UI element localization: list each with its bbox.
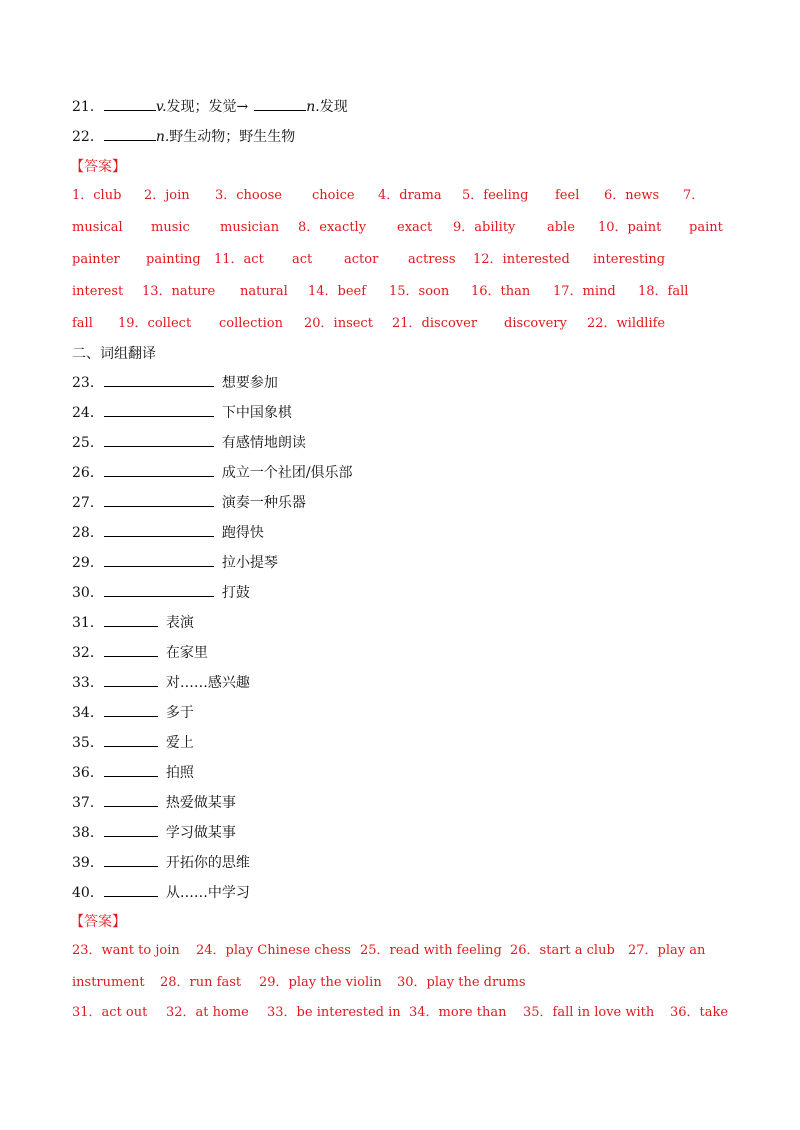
item-number: 31． bbox=[72, 615, 104, 631]
answer-item: painter bbox=[72, 252, 120, 267]
answer-item: interesting bbox=[593, 252, 666, 267]
item-number: 36． bbox=[72, 765, 104, 781]
phrase-item-32 bbox=[72, 643, 208, 663]
answer-item: 9．ability bbox=[453, 220, 516, 235]
answer-item: 33．be interested in bbox=[267, 1005, 401, 1020]
answer-item: 36．take bbox=[670, 1005, 729, 1020]
phrase-item-36 bbox=[72, 763, 194, 783]
phrase-item-29 bbox=[72, 553, 278, 573]
answer-item: 5．feeling bbox=[462, 188, 529, 203]
answer-item: 19．collect bbox=[118, 316, 192, 331]
answer-item: actress bbox=[408, 252, 456, 267]
answer-blank[interactable] bbox=[104, 794, 158, 807]
phrase-item-23 bbox=[72, 373, 278, 393]
answer-item: 26．start a club bbox=[510, 943, 615, 958]
phrase-text: 演奏一种乐器 bbox=[221, 495, 306, 511]
answer-item: 13．nature bbox=[142, 284, 216, 299]
phrase-text: 爱上 bbox=[165, 735, 194, 751]
vocab-item-22 bbox=[72, 127, 295, 147]
item-number: 27． bbox=[72, 495, 104, 511]
answer-item: 18．fall bbox=[638, 284, 689, 299]
answer-item: musical bbox=[72, 220, 123, 235]
answer-item: 23．want to join bbox=[72, 943, 180, 958]
answer-blank[interactable] bbox=[104, 464, 214, 477]
answer-item: 21．discover bbox=[392, 316, 478, 331]
phrase-text: 有感情地朗读 bbox=[221, 435, 306, 451]
definition: 野生动物；野生生物 bbox=[169, 129, 296, 145]
answer-item: 14．beef bbox=[308, 284, 367, 299]
phrase-text: 跑得快 bbox=[221, 525, 264, 541]
item-number: 34． bbox=[72, 705, 104, 721]
phrase-text: 拉小提琴 bbox=[221, 555, 278, 571]
phrase-text: 从……中学习 bbox=[165, 885, 250, 901]
answer-blank[interactable] bbox=[104, 854, 158, 867]
answer-item: painting bbox=[146, 252, 201, 267]
phrase-text: 学习做某事 bbox=[165, 825, 236, 841]
answer-item: feel bbox=[555, 188, 580, 203]
answer-blank[interactable] bbox=[104, 734, 158, 747]
answer-item: 28．run fast bbox=[160, 975, 242, 990]
answer-row bbox=[72, 314, 728, 334]
part-of-speech: n. bbox=[155, 129, 170, 145]
answer-item: collection bbox=[219, 316, 283, 331]
answer-blank[interactable] bbox=[104, 674, 158, 687]
answer-header: 【答案】 bbox=[70, 159, 126, 175]
part-of-speech: n. bbox=[306, 99, 320, 115]
answer-blank[interactable] bbox=[254, 98, 306, 111]
answer-item: musician bbox=[220, 220, 280, 235]
item-number: 39． bbox=[72, 855, 104, 871]
answer-row bbox=[72, 250, 728, 270]
answer-item: 16．than bbox=[471, 284, 531, 299]
answer-item: able bbox=[547, 220, 575, 235]
part-of-speech: v. bbox=[155, 99, 167, 115]
phrase-text: 下中国象棋 bbox=[221, 405, 292, 421]
item-number: 32． bbox=[72, 645, 104, 661]
answer-row bbox=[72, 282, 728, 302]
answer-blank[interactable] bbox=[104, 644, 158, 657]
answer-item: music bbox=[151, 220, 190, 235]
answer-blank[interactable] bbox=[104, 494, 214, 507]
phrase-item-38 bbox=[72, 823, 236, 843]
item-number: 30． bbox=[72, 585, 104, 601]
answer-item: actor bbox=[344, 252, 379, 267]
answer-item: 24．play Chinese chess bbox=[196, 943, 351, 958]
answer-header: 【答案】 bbox=[70, 914, 126, 930]
answer-blank[interactable] bbox=[104, 584, 214, 597]
item-number: 35． bbox=[72, 735, 104, 751]
answer-item: exact bbox=[397, 220, 433, 235]
answer-item: 31．act out bbox=[72, 1005, 148, 1020]
item-number: 33． bbox=[72, 675, 104, 691]
answer-item: natural bbox=[240, 284, 288, 299]
item-number: 29． bbox=[72, 555, 104, 571]
answer-item: 35．fall in love with bbox=[523, 1005, 655, 1020]
answer-blank[interactable] bbox=[104, 824, 158, 837]
answer-blank[interactable] bbox=[104, 434, 214, 447]
answer-blank[interactable] bbox=[104, 404, 214, 417]
phrase-item-31 bbox=[72, 613, 194, 633]
answer-item: choice bbox=[312, 188, 355, 203]
answer-item: 6．news bbox=[604, 188, 660, 203]
phrase-item-40 bbox=[72, 883, 250, 903]
phrase-item-34 bbox=[72, 703, 194, 723]
phrase-text: 拍照 bbox=[165, 765, 194, 781]
answer-blank[interactable] bbox=[104, 884, 158, 897]
answer-item: 10．paint bbox=[598, 220, 662, 235]
item-number: 40． bbox=[72, 885, 104, 901]
answer-blank[interactable] bbox=[104, 764, 158, 777]
phrase-item-24 bbox=[72, 403, 292, 423]
item-number: 38． bbox=[72, 825, 104, 841]
answer-item: paint bbox=[689, 220, 723, 235]
answer-item: 32．at home bbox=[166, 1005, 249, 1020]
answer-blank[interactable] bbox=[104, 524, 214, 537]
answer-row bbox=[72, 941, 728, 961]
phrase-item-37 bbox=[72, 793, 236, 813]
phrase-text: 热爱做某事 bbox=[165, 795, 236, 811]
answer-item: 20．insect bbox=[304, 316, 373, 331]
answer-item: discovery bbox=[504, 316, 567, 331]
answer-item: 7． bbox=[683, 188, 705, 203]
answer-item: fall bbox=[72, 316, 93, 331]
phrase-text: 多于 bbox=[165, 705, 194, 721]
item-number: 24． bbox=[72, 405, 104, 421]
answer-item: 17．mind bbox=[553, 284, 616, 299]
phrase-text: 打鼓 bbox=[221, 585, 250, 601]
answer-blank[interactable] bbox=[104, 374, 214, 387]
answer-item: instrument bbox=[72, 975, 145, 990]
item-number: 21． bbox=[72, 99, 104, 115]
answer-item: 4．drama bbox=[378, 188, 442, 203]
phrase-item-26 bbox=[72, 463, 353, 483]
item-number: 26． bbox=[72, 465, 104, 481]
answer-item: 8．exactly bbox=[298, 220, 367, 235]
section-title: 二、词组翻译 bbox=[72, 346, 156, 362]
phrase-item-33 bbox=[72, 673, 250, 693]
answer-item: 25．read with feeling bbox=[360, 943, 502, 958]
answer-item: 1．club bbox=[72, 188, 122, 203]
answer-item: 2．join bbox=[144, 188, 190, 203]
phrase-text: 成立一个社团/俱乐部 bbox=[221, 465, 353, 481]
answer-row bbox=[72, 186, 728, 206]
answer-item: 22．wildlife bbox=[587, 316, 666, 331]
phrase-text: 在家里 bbox=[165, 645, 208, 661]
answer-blank[interactable] bbox=[104, 128, 156, 141]
answer-blank[interactable] bbox=[104, 98, 156, 111]
arrow-icon: → bbox=[236, 99, 249, 115]
answer-item: 27．play an bbox=[628, 943, 706, 958]
answer-row bbox=[72, 1003, 728, 1023]
definition: 发现；发觉 bbox=[166, 99, 237, 115]
vocab-item-21 bbox=[72, 97, 348, 117]
answer-item: interest bbox=[72, 284, 124, 299]
item-number: 28． bbox=[72, 525, 104, 541]
answer-item: act bbox=[292, 252, 313, 267]
answer-item: 15．soon bbox=[389, 284, 450, 299]
phrase-item-39 bbox=[72, 853, 250, 873]
phrase-text: 对……感兴趣 bbox=[165, 675, 250, 691]
answer-item: 30．play the drums bbox=[397, 975, 526, 990]
answer-blank[interactable] bbox=[104, 614, 158, 627]
item-number: 22． bbox=[72, 129, 104, 145]
answer-item: 3．choose bbox=[215, 188, 282, 203]
item-number: 23． bbox=[72, 375, 104, 391]
answer-blank[interactable] bbox=[104, 554, 214, 567]
phrase-item-28 bbox=[72, 523, 264, 543]
phrase-text: 想要参加 bbox=[221, 375, 278, 391]
answer-item: 29．play the violin bbox=[259, 975, 382, 990]
answer-item: 11．act bbox=[214, 252, 264, 267]
phrase-text: 表演 bbox=[165, 615, 194, 631]
answer-item: 34．more than bbox=[409, 1005, 507, 1020]
item-number: 25． bbox=[72, 435, 104, 451]
answer-row bbox=[72, 218, 728, 238]
phrase-text: 开拓你的思维 bbox=[165, 855, 250, 871]
phrase-item-27 bbox=[72, 493, 306, 513]
definition: 发现 bbox=[319, 99, 348, 115]
phrase-item-25 bbox=[72, 433, 306, 453]
item-number: 37． bbox=[72, 795, 104, 811]
answer-blank[interactable] bbox=[104, 704, 158, 717]
answer-row bbox=[72, 973, 728, 993]
phrase-item-30 bbox=[72, 583, 250, 603]
answer-item: 12．interested bbox=[473, 252, 570, 267]
phrase-item-35 bbox=[72, 733, 194, 753]
